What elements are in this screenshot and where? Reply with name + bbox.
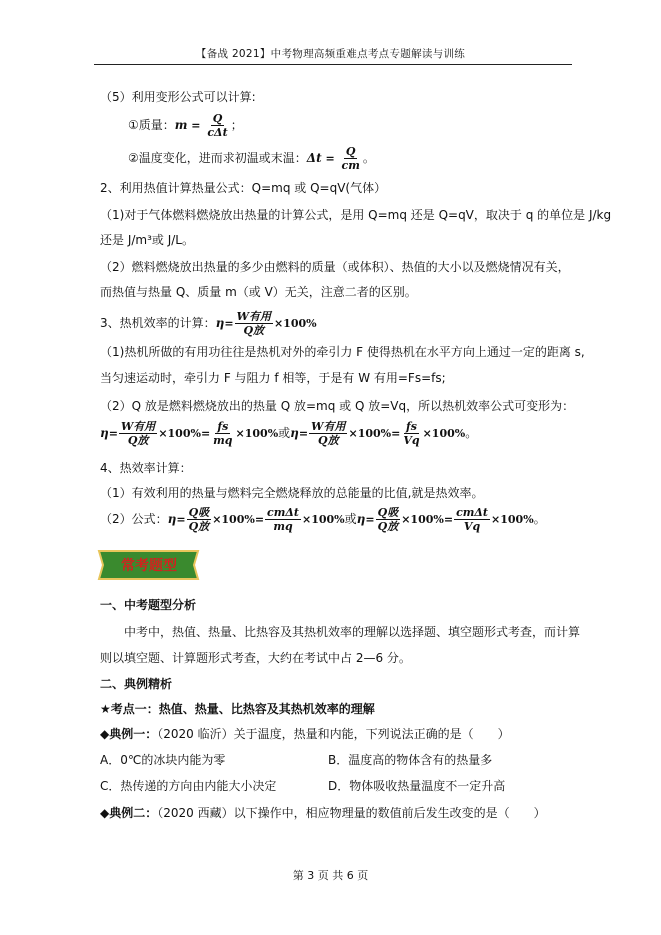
example-2-label: ◆典例二： [100, 806, 158, 820]
option-b: B．温度高的物体含有的热量多 [328, 753, 493, 767]
s3-f1-den: Q放 [127, 434, 149, 447]
option-d: D．物体吸收热量温度不一定升高 [328, 779, 506, 793]
s3-f1-num: W有用 [311, 420, 346, 433]
example-1-stem [100, 727, 510, 742]
s3-efficiency-formula: η= $\frac{\text{W有用}}{\text{Q放}}$ ×100%= $\frac{fs}{mq}$ ×100%或η= $\frac{\text{W有用}}{\text{Q放}}$ ×100%= $\frac{fs}{Vq}$ ×100%。 [100, 420, 478, 447]
temp-end: 。 [362, 151, 375, 165]
s2-p2a: （2）燃料燃烧放出热量的多少由燃料的质量（或体积）、热值的大小以及燃烧情况有关， [100, 260, 570, 274]
example-1-label: ◆典例一： [100, 727, 158, 741]
common-question-types-banner [96, 548, 201, 582]
s4-formula: （2）公式：η= $\frac{\text{Q吸}}{\text{Q放}}$ ×100%= $\frac{\text{cmΔt}}{mq}$ ×100%或η= $\frac{\text{Q吸}}{\text{Q放}}$ ×100%= $\frac{\text{cmΔt}}{Vq}$ ×100%。 [100, 506, 546, 533]
page-footer: 第 3 页 共 6 页 [292, 869, 369, 882]
mass-fraction [205, 113, 229, 138]
s3-numerator: W有用 [236, 310, 271, 323]
s3-p1b: 当匀速运动时，牵引力 F 与阻力 f 相等，于是有 W 有用=Fs=fs; [100, 371, 446, 385]
pct: ×100% [401, 513, 444, 526]
example-1-question: （2020 临沂）关于温度，热量和内能，下列说法正确的是（ ） [157, 727, 510, 741]
header-rule [94, 64, 572, 65]
s4-title: 4、热效率计算： [100, 461, 192, 475]
s4-fd-num: cmΔt [456, 506, 489, 519]
s3-p2: （2）Q 放是燃料燃烧放出的热量 Q 放=mq 或 Q 放=Vq，所以热机效率公式可变形为： [100, 399, 575, 413]
mass-formula: ①质量：m = $\frac{Q}{\text{cΔt}}$ ； [128, 112, 243, 139]
sec5-intro: （5）利用变形公式可以计算: [100, 90, 256, 104]
pct: ×100% [422, 427, 466, 440]
part2-title: 二、典例精析 [100, 677, 173, 691]
mass-numerator: Q [212, 112, 223, 125]
pct: ×100% [212, 513, 255, 526]
s4-fa-num: Q吸 [188, 506, 210, 519]
s4-fb [265, 507, 301, 532]
temp-numerator: Q [345, 145, 356, 158]
mass-denominator: cΔt [207, 126, 228, 139]
option-c: C．热传递的方向由内能大小决定 [100, 779, 277, 793]
eta-symbol: η [356, 512, 366, 526]
s3-tail: ×100% [273, 317, 317, 330]
s3-f2-num: fs [217, 420, 229, 433]
s3-f1-num: W有用 [120, 420, 156, 433]
s2-p2b: 而热值与热量 Q、质量 m（或 V）无关，注意二者的区别。 [100, 285, 417, 299]
page-header: 【备战 2021】中考物理高频重难点考点专题解读与训练 [195, 48, 466, 60]
kaodian-1: ★考点一：热值、热量、比热容及其热机效率的理解 [100, 702, 375, 716]
s3-f1b [309, 421, 347, 446]
s4-fd-den: Vq [463, 520, 481, 533]
s2-p1b: 还是 J/m³或 J/L。 [100, 233, 194, 247]
or-text: 或 [278, 426, 291, 440]
or-text: 或 [344, 512, 357, 526]
s3-f2 [211, 421, 234, 446]
s3-f1-den: Q放 [318, 434, 339, 447]
option-a: A．0℃的冰块内能为零 [100, 753, 226, 767]
s4-fb-num: cmΔt [267, 506, 299, 519]
s3-f3 [401, 421, 421, 446]
s4-fd [454, 507, 490, 532]
s4-fb-den: mq [273, 520, 293, 533]
temp-fraction [340, 146, 362, 171]
s3-f2-den: mq [213, 434, 233, 447]
temp-label: ②温度变化，进而求初温或末温： [128, 151, 307, 165]
pct: ×100% [235, 427, 279, 440]
eta-symbol: η [167, 512, 177, 526]
part1-p1: 中考中，热值、热量、比热容及其热机效率的理解以选择题、填空题形式考查，而计算 [124, 625, 581, 639]
mass-label: ①质量： [128, 118, 175, 132]
mass-end: ； [230, 118, 243, 132]
pct: ×100% [158, 427, 201, 440]
s3-f3-num: fs [405, 420, 417, 433]
part1-title: 一、中考题型分析 [100, 598, 197, 612]
s3-denominator: Q放 [243, 324, 265, 337]
s3-p1a: （1)热机所做的有用功往往是热机对外的牵引力 F 使得热机在水平方向上通过一定的距离 s, [100, 345, 585, 359]
eta-symbol: η [215, 316, 225, 330]
s3-f3-den: Vq [403, 434, 420, 447]
s3-f1 [119, 421, 157, 446]
s4-fc-den: Q放 [377, 520, 399, 533]
pct: ×100% [302, 513, 345, 526]
s4-fa-den: Q放 [188, 520, 210, 533]
pct: ×100% [348, 427, 392, 440]
temp-denominator: cm [341, 159, 360, 172]
banner-ribbon [96, 548, 201, 582]
s4-p1: （1）有效利用的热量与燃料完全燃烧释放的总能量的比值,就是热效率。 [100, 486, 484, 500]
s4-fc-num: Q吸 [377, 506, 399, 519]
temp-formula: ②温度变化，进而求初温或末温：Δt = $\frac{Q}{cm}$ 。 [128, 145, 375, 172]
eta-symbol: η [100, 426, 109, 440]
part1-p2: 则以填空题、计算题形式考查，大约在考试中占 2—6 分。 [100, 651, 411, 665]
example-2-stem [100, 806, 546, 821]
end-mark: 。 [533, 512, 546, 526]
s4-p2: （2）公式： [100, 512, 168, 526]
s4-fc [376, 507, 401, 532]
s2-title: 2、利用热值计算热量公式：Q=mq 或 Q=qV(气体） [100, 181, 387, 195]
s2-p1a: （1)对于气体燃料燃烧放出热量的计算公式，是用 Q=mq 还是 Q=qV，取决于 q 的单位是 J/kg [100, 208, 612, 222]
banner-text: 常考题型 [121, 558, 177, 574]
temp-lhs: Δt [306, 151, 322, 165]
s3-title-line: 3、热机效率的计算：η= $\frac{\text{W有用}}{\text{Q放}}$ ×100% [100, 310, 317, 337]
pct: ×100% [491, 513, 534, 526]
end-mark: 。 [465, 426, 478, 440]
example-2-question: （2020 西藏）以下操作中，相应物理量的数值前后发生改变的是（ ） [157, 806, 546, 820]
s4-fa [187, 507, 212, 532]
eta-symbol: η [290, 426, 299, 440]
s3-fraction [235, 311, 273, 336]
mass-lhs: m [174, 118, 188, 132]
s3-title: 3、热机效率的计算： [100, 316, 216, 330]
